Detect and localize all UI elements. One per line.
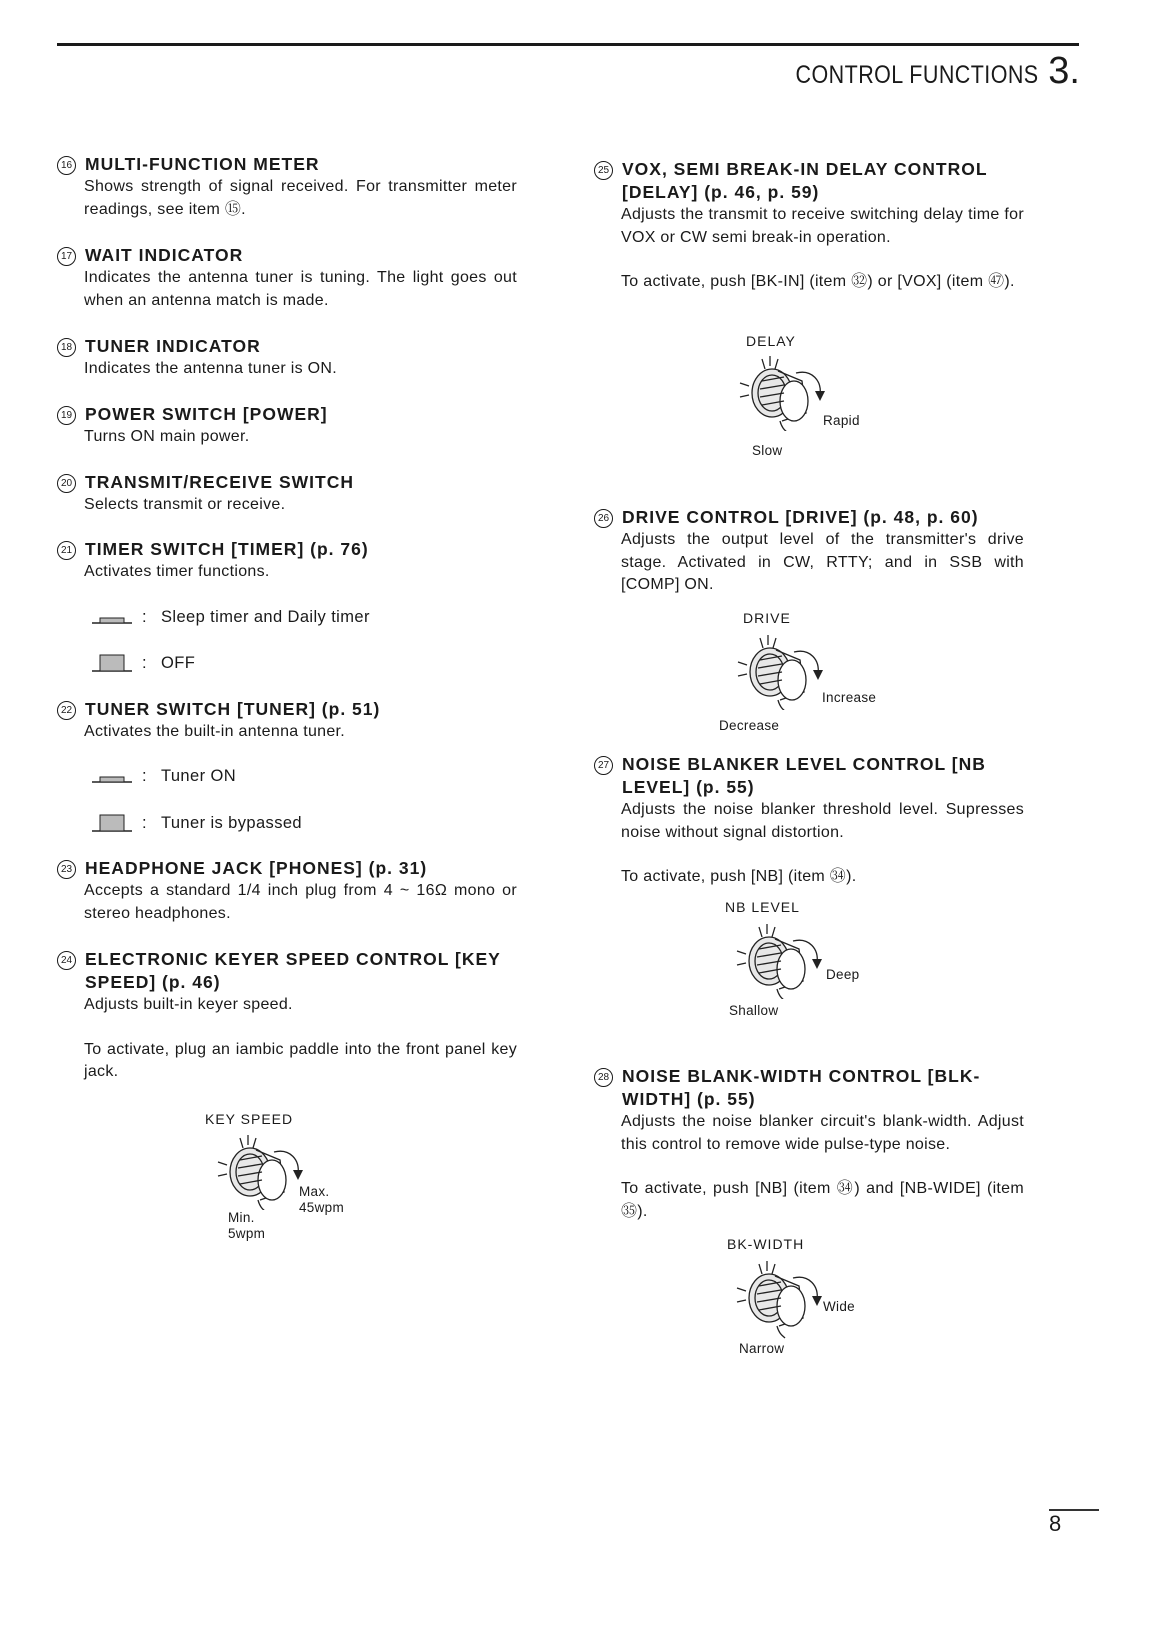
- item-text: To activate, plug an iambic paddle into the front panel key jack.: [84, 1040, 517, 1080]
- item-text: To activate, push [NB] (item ㉞) and [NB-WIDE] (item ㉟).: [621, 1180, 1024, 1220]
- item-headphone-jack: [57, 857, 517, 925]
- knob-low-label: Narrow: [739, 1341, 785, 1356]
- knob-min-label: Min.: [228, 1210, 255, 1225]
- item-wait-indicator: [57, 244, 517, 312]
- separator: :: [142, 608, 147, 626]
- knob-label: NB LEVEL: [725, 899, 800, 915]
- item-text: Adjusts the transmit to receive switching delay time for VOX or CW semi break-in operation.: [621, 206, 1024, 246]
- item-blk-width-control: [594, 1065, 1024, 1223]
- knob-low-label: Slow: [752, 443, 783, 458]
- knob-high-label: Wide: [823, 1299, 855, 1314]
- item-number: 23: [57, 860, 76, 879]
- item-number: 22: [57, 701, 76, 720]
- item-number: 27: [594, 756, 613, 775]
- item-multi-function-meter: [57, 153, 517, 221]
- tuner-on-position: [92, 767, 236, 786]
- separator: :: [142, 813, 147, 832]
- item-text: Activates the built-in antenna tuner.: [84, 723, 346, 740]
- item-title: TIMER SWITCH [TIMER] (p. 76): [85, 539, 369, 559]
- knob-label: KEY SPEED: [205, 1111, 294, 1127]
- item-text: Activates timer functions.: [84, 563, 270, 580]
- item-title: TUNER INDICATOR: [85, 336, 261, 356]
- item-text: Adjusts the noise blanker circuit's blank-width. Adjust this control to remove wide pulse-type noise.: [621, 1113, 1024, 1153]
- knob-low-label: Decrease: [719, 718, 780, 733]
- knob-high-label: Increase: [822, 690, 877, 705]
- switch-up-icon: [92, 609, 132, 627]
- section-title: CONTROL FUNCTIONS: [795, 61, 1039, 89]
- item-number: 16: [57, 156, 76, 175]
- knob-high-label: Rapid: [823, 413, 860, 428]
- key-speed-knob-diagram: [180, 1108, 380, 1248]
- item-number: 28: [594, 1068, 613, 1087]
- item-number: 19: [57, 406, 76, 425]
- knob-icon: [729, 919, 829, 999]
- item-number: 24: [57, 951, 76, 970]
- item-title: WAIT INDICATOR: [85, 245, 244, 265]
- item-title: ELECTRONIC KEYER SPEED CONTROL [KEY SPEED] (p. 46): [85, 949, 501, 992]
- item-text: Indicates the antenna tuner is tuning. The light goes out when an antenna match is made.: [84, 269, 517, 309]
- item-text: Adjusts the noise blanker threshold level. Supresses noise without signal distortion.: [621, 801, 1024, 841]
- item-transmit-receive-switch: [57, 471, 517, 517]
- item-title: NOISE BLANKER LEVEL CONTROL [NB LEVEL] (p. 55): [622, 754, 986, 797]
- tuner-off-label: Tuner is bypassed: [160, 813, 302, 832]
- item-text: Turns ON main power.: [84, 428, 250, 445]
- page-number: 8: [1049, 1511, 1062, 1536]
- chapter-number: 3.: [1048, 50, 1080, 92]
- item-text: To activate, push [BK-IN] (item ㉜) or [VOX] (item ㊼).: [621, 273, 1015, 290]
- item-number: 21: [57, 541, 76, 560]
- knob-icon: [210, 1130, 310, 1210]
- nb-level-knob-diagram: [725, 897, 905, 1025]
- drive-knob-diagram: [718, 610, 898, 738]
- item-title: DRIVE CONTROL [DRIVE] (p. 48, p. 60): [622, 507, 979, 527]
- bk-width-knob-diagram: [727, 1236, 907, 1366]
- switch-up-icon: [92, 768, 132, 786]
- item-text: To activate, push [NB] (item ㉞).: [621, 868, 857, 885]
- switch-down-icon: [92, 652, 132, 674]
- item-timer-switch: [57, 538, 517, 584]
- knob-label: DELAY: [746, 333, 796, 349]
- item-nb-level-control: [594, 753, 1024, 889]
- knob-max-value: 45wpm: [299, 1200, 345, 1215]
- item-tuner-indicator: [57, 335, 517, 381]
- item-title: MULTI-FUNCTION METER: [85, 154, 320, 174]
- item-title: NOISE BLANK-WIDTH CONTROL [BLK-WIDTH] (p. 55): [622, 1066, 981, 1109]
- item-number: 17: [57, 247, 76, 266]
- item-text: Indicates the antenna tuner is ON.: [84, 360, 338, 377]
- timer-on-position: [92, 608, 370, 627]
- item-text: Selects transmit or receive.: [84, 496, 286, 513]
- item-drive-control: [594, 506, 1024, 597]
- knob-max-label: Max.: [299, 1184, 330, 1199]
- page-header: [756, 50, 1080, 93]
- item-number: 25: [594, 161, 613, 180]
- item-title: HEADPHONE JACK [PHONES] (p. 31): [85, 858, 428, 878]
- header-rule: [57, 43, 1079, 46]
- knob-label: DRIVE: [743, 610, 791, 626]
- delay-knob-diagram: [720, 333, 900, 468]
- item-number: 20: [57, 474, 76, 493]
- timer-off-position: [92, 652, 195, 674]
- knob-min-value: 5wpm: [228, 1226, 266, 1241]
- item-title: TRANSMIT/RECEIVE SWITCH: [85, 472, 354, 492]
- item-title: TUNER SWITCH [TUNER] (p. 51): [85, 699, 381, 719]
- knob-icon: [732, 351, 832, 431]
- switch-down-icon: [92, 812, 132, 834]
- timer-off-label: OFF: [160, 653, 196, 672]
- item-delay-control: [594, 158, 1024, 294]
- item-keyer-speed-control: [57, 948, 517, 1084]
- item-number: 18: [57, 338, 76, 357]
- item-title: POWER SWITCH [POWER]: [85, 404, 328, 424]
- knob-low-label: Shallow: [729, 1003, 779, 1018]
- item-title: VOX, SEMI BREAK-IN DELAY CONTROL [DELAY] (p. 46, p. 59): [622, 159, 988, 202]
- knob-icon: [730, 630, 830, 710]
- tuner-on-label: Tuner ON: [160, 767, 237, 785]
- item-text: Accepts a standard 1/4 inch plug from 4 ~ 16Ω mono or stereo headphones.: [84, 882, 517, 922]
- separator: :: [142, 767, 147, 785]
- item-text: Adjusts the output level of the transmitter's drive stage. Activated in CW, RTTY; and in SSB with [COMP] ON.: [621, 531, 1024, 593]
- knob-label: BK-WIDTH: [727, 1236, 805, 1252]
- tuner-off-position: [92, 812, 302, 834]
- item-text: Adjusts built-in keyer speed.: [84, 996, 293, 1013]
- knob-icon: [729, 1256, 829, 1340]
- item-power-switch: [57, 403, 517, 449]
- item-text: Shows strength of signal received. For transmitter meter readings, see item ⑮.: [84, 178, 517, 218]
- separator: :: [142, 653, 147, 672]
- item-tuner-switch: [57, 698, 517, 744]
- timer-on-label: Sleep timer and Daily timer: [160, 608, 370, 626]
- knob-high-label: Deep: [826, 967, 860, 982]
- item-number: 26: [594, 509, 613, 528]
